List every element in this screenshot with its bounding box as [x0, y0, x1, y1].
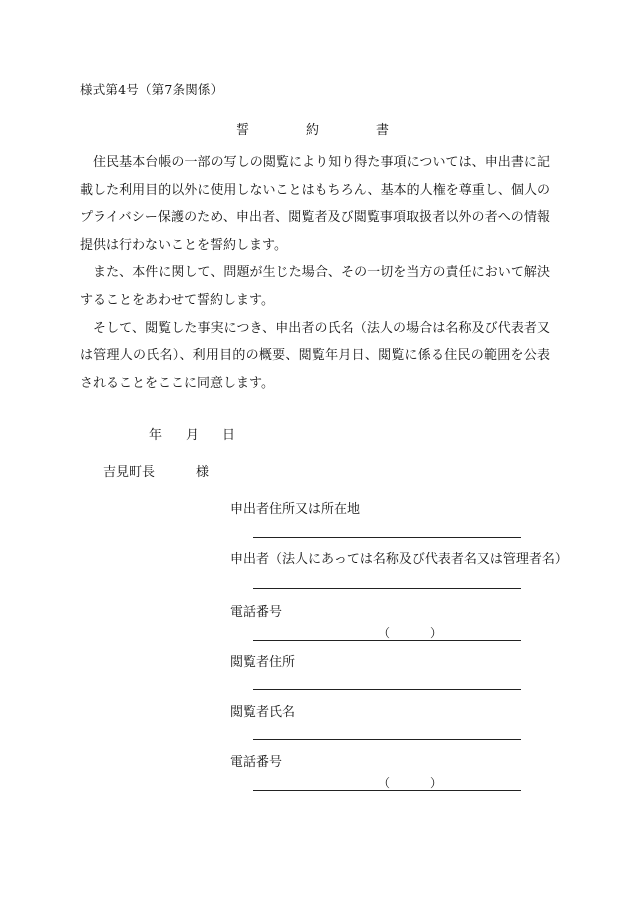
- date-month-label: 月: [186, 428, 200, 443]
- document-title: [0, 119, 630, 137]
- applicant-name-line[interactable]: [253, 588, 521, 589]
- pledge-body: [80, 149, 550, 397]
- applicant-name-label: 申出者（法人にあっては名称及び代表者名又は管理者名）: [230, 552, 568, 567]
- viewer-address-label: 閲覧者住所: [230, 655, 296, 670]
- title-char-3: 書: [376, 123, 390, 138]
- applicant-phone-label: 電話番号: [230, 605, 283, 620]
- addressee-name: 吉見町長: [103, 465, 156, 480]
- form-number: 様式第4号（第7条関係）: [80, 82, 224, 97]
- viewer-name-line[interactable]: [253, 739, 521, 740]
- viewer-name-label: 閲覧者氏名: [230, 705, 296, 720]
- date-line: [0, 424, 630, 442]
- addressee-honorific: 様: [196, 465, 210, 480]
- date-year-label: 年: [149, 428, 163, 443]
- viewer-phone-paren-open: （: [378, 776, 391, 790]
- paragraph-2: また、本件に関して、問題が生じた場合、その一切を当方の責任において解決することをあわせて誓約します。: [80, 265, 550, 308]
- applicant-phone-paren-close: ）: [430, 626, 443, 640]
- title-char-2: 約: [306, 123, 320, 138]
- date-day-label: 日: [222, 428, 236, 443]
- applicant-address-label: 申出者住所又は所在地: [230, 502, 361, 517]
- addressee: [0, 461, 630, 479]
- viewer-phone-paren-close: ）: [430, 776, 443, 790]
- viewer-phone-label: 電話番号: [230, 755, 283, 770]
- paragraph-3: そして、閲覧した事実につき、申出者の氏名（法人の場合は名称及び代表者又は管理人の氏名）、利用目的の概要、閲覧年月日、閲覧に係る住民の範囲を公表されることをここに同意します。: [80, 320, 550, 391]
- viewer-phone-line[interactable]: [253, 790, 521, 791]
- viewer-address-line[interactable]: [253, 689, 521, 690]
- applicant-address-line[interactable]: [253, 537, 521, 538]
- applicant-phone-line[interactable]: [253, 640, 521, 641]
- paragraph-1: 住民基本台帳の一部の写しの閲覧により知り得た事項については、申出書に記載した利用目的以外に使用しないことはもちろん、基本的人権を尊重し、個人のプライバシー保護のため、申出者、閲覧者及び閲覧事項取扱者以外の者への情報提供は行わないことを誓約します。: [80, 155, 550, 253]
- title-char-1: 誓: [236, 123, 250, 138]
- applicant-phone-paren-open: （: [378, 626, 391, 640]
